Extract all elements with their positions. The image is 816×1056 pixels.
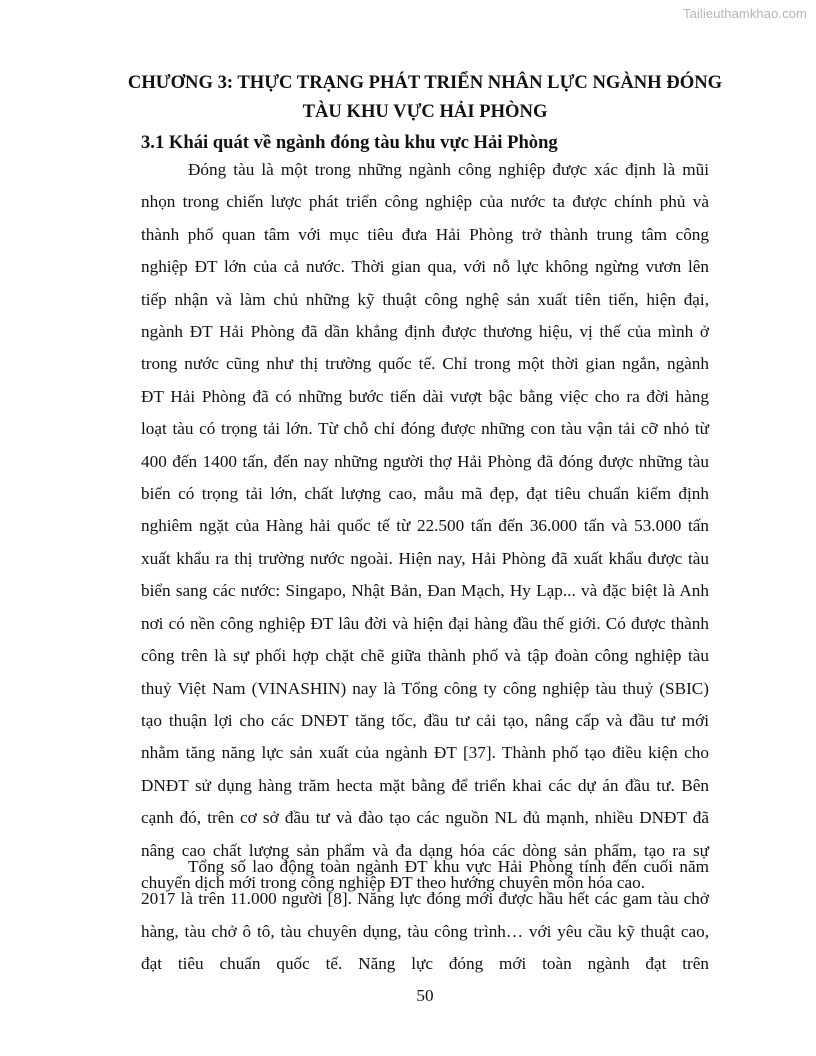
text-line: công trên là sự phối hợp chặt chẽ giữa thành phố và tập đoàn công nghiệp tàu bbox=[141, 646, 709, 666]
section-heading: 3.1 Khái quát về ngành đóng tàu khu vực Hải Phòng bbox=[141, 132, 558, 153]
text-line: ĐT Hải Phòng đã có những bước tiến dài vượt bậc bằng việc cho ra đời hàng bbox=[141, 386, 709, 406]
text-line: nghiêm ngặt của Hàng hải quốc tế từ 22.500 tấn đến 36.000 tấn và 53.000 tấn bbox=[141, 516, 709, 536]
text-line: Đóng tàu là một trong những ngành công nghiệp được xác định là mũi bbox=[188, 160, 709, 179]
text-line: xuất khẩu ra thị trường nước ngoài. Hiện nay, Hải Phòng đã xuất khẩu được tàu bbox=[141, 548, 709, 568]
text-line: nhằm tăng năng lực sản xuất của ngành ĐT [37]. Thành phố tạo điều kiện cho bbox=[141, 743, 709, 763]
text-line: biển sang các nước: Singapo, Nhật Bản, Đan Mạch, Hy Lạp... và đặc biệt là Anh bbox=[141, 581, 709, 601]
text-line: 400 đến 1400 tấn, đến nay những người thợ Hải Phòng đã đóng được những tàu bbox=[141, 451, 709, 471]
text-line: cạnh đó, trên cơ sở đầu tư và đào tạo các nguồn NL đủ mạnh, nhiều DNĐT đã bbox=[141, 808, 709, 828]
text-line: ngành ĐT Hải Phòng đã dần khẳng định được thương hiệu, vị thế của mình ở bbox=[141, 322, 709, 342]
text-line: 2017 là trên 11.000 người [8]. Năng lực đóng mới được hầu hết các gam tàu chở bbox=[141, 889, 709, 909]
text-line: chuyển dịch mới trong công nghiệp ĐT theo hướng chuyên môn hóa cao. bbox=[141, 872, 646, 892]
text-line: DNĐT sử dụng hàng trăm hecta mặt bằng để triển khai các dự án đầu tư. Bên bbox=[141, 775, 709, 795]
watermark: Tailieuthamkhao.com bbox=[682, 6, 807, 21]
text-line: tạo thuận lợi cho các DNĐT tăng tốc, đầu tư cải tạo, nâng cấp và đầu tư mới bbox=[141, 710, 709, 730]
chapter-title-line-1: CHƯƠNG 3: THỰC TRẠNG PHÁT TRIỂN NHÂN LỰC NGÀNH ĐÓNG bbox=[127, 72, 723, 93]
chapter-title bbox=[100, 68, 750, 126]
text-line: nâng cao chất lượng sản phẩm và đa dạng hóa các dòng sản phẩm, tạo ra sự bbox=[141, 840, 709, 860]
text-line: nhọn trong chiến lược phát triển công nghiệp của nước ta được chính phủ và bbox=[141, 192, 709, 212]
text-line: tiếp nhận và làm chủ những kỹ thuật công nghệ sản xuất tiên tiến, hiện đại, bbox=[141, 289, 709, 309]
paragraph-2 bbox=[141, 851, 709, 981]
paragraph-1 bbox=[141, 154, 709, 899]
text-line: nơi có nền công nghiệp ĐT lâu đời và hiện đại hàng đầu thế giới. Có được thành bbox=[141, 613, 709, 633]
text-line: hàng, tàu chở ô tô, tàu chuyên dụng, tàu công trình… với yêu cầu kỹ thuật cao, bbox=[141, 921, 709, 941]
text-line: đạt tiêu chuẩn quốc tế. Năng lực đóng mới toàn ngành đạt trên bbox=[141, 954, 709, 974]
text-line: loạt tàu có trọng tải lớn. Từ chỗ chỉ đóng được những con tàu vận tải cỡ nhỏ từ bbox=[141, 419, 709, 439]
text-line: nghiệp ĐT lớn của cả nước. Thời gian qua, với nỗ lực không ngừng vươn lên bbox=[141, 257, 709, 277]
text-line: thành phố quan tâm với mục tiêu đưa Hải Phòng trở thành trung tâm công bbox=[141, 224, 709, 244]
text-line: Tổng số lao động toàn ngành ĐT khu vực Hải Phòng tính đến cuối năm bbox=[188, 857, 709, 876]
text-line: trong nước cũng như thị trường quốc tế. Chỉ trong một thời gian ngắn, ngành bbox=[141, 354, 709, 374]
text-line: thuỷ Việt Nam (VINASHIN) nay là Tổng công ty công nghiệp tàu thuỷ (SBIC) bbox=[141, 678, 709, 698]
text-line: biển có trọng tải lớn, chất lượng cao, mẫu mã đẹp, đạt tiêu chuẩn kiểm định bbox=[141, 484, 709, 504]
chapter-title-line-2: TÀU KHU VỰC HẢI PHÒNG bbox=[302, 101, 548, 122]
page-number: 50 bbox=[416, 986, 434, 1005]
